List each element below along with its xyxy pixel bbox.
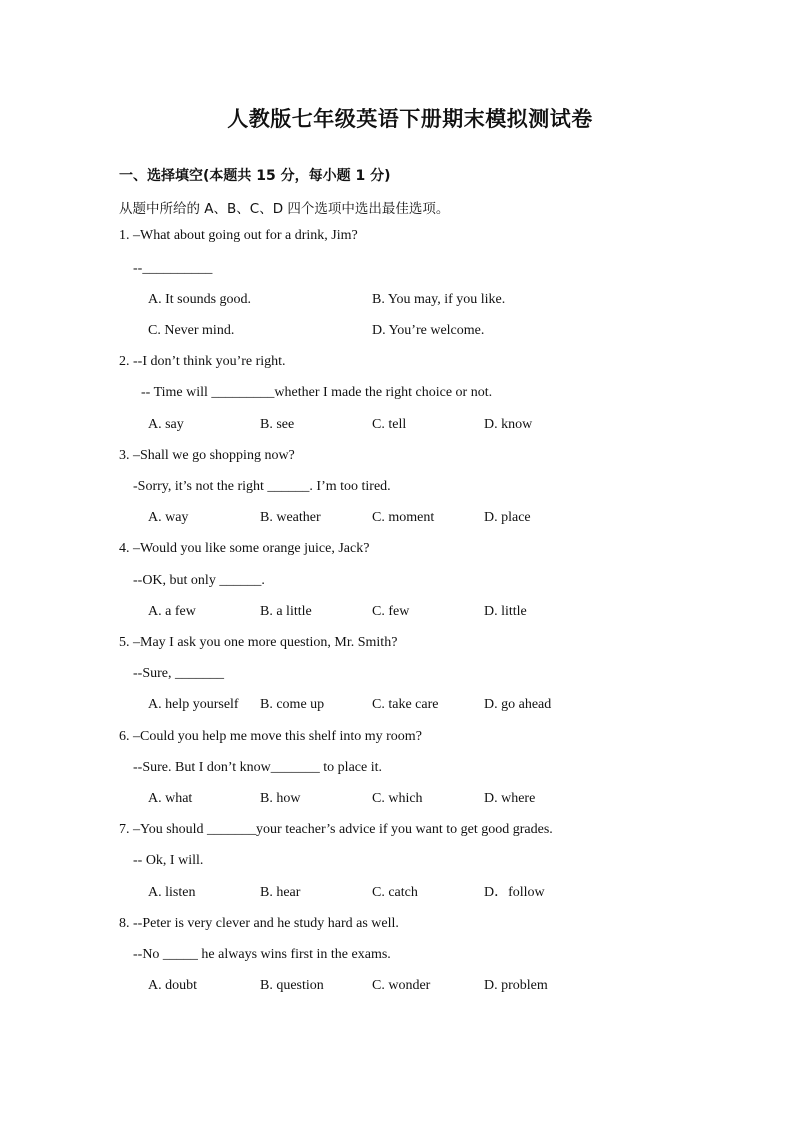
option-c: C. moment bbox=[372, 510, 435, 525]
option-b: B. come up bbox=[260, 697, 325, 712]
question-3-response: -Sorry, it’s not the right ______. I’m too tired. bbox=[133, 479, 391, 494]
option-b: B. hear bbox=[260, 885, 301, 900]
question-7-response: -- Ok, I will. bbox=[133, 853, 204, 868]
option-b: B. a little bbox=[260, 604, 312, 619]
option-a: A. It sounds good. bbox=[148, 292, 252, 307]
option-d: D. place bbox=[484, 510, 531, 525]
question-6-response: --Sure. But I don’t know_______ to place it. bbox=[133, 760, 382, 775]
question-1-response: --__________ bbox=[133, 261, 213, 276]
question-5-response: --Sure, _______ bbox=[133, 666, 224, 681]
option-b: B. question bbox=[260, 978, 324, 993]
section-heading: 一、选择填空(本题共 15 分，每小题 1 分) bbox=[119, 168, 391, 184]
question-4-stem: 4. –Would you like some orange juice, Jack? bbox=[119, 541, 370, 556]
option-d: D．follow bbox=[484, 885, 545, 900]
question-2-stem: 2. --I don’t think you’re right. bbox=[119, 354, 286, 369]
option-a: A. listen bbox=[148, 885, 196, 900]
option-c: C. which bbox=[372, 791, 423, 806]
question-8-response: --No _____ he always wins first in the exams. bbox=[133, 947, 391, 962]
question-3-stem: 3. –Shall we go shopping now? bbox=[119, 448, 295, 463]
question-8-stem: 8. --Peter is very clever and he study hard as well. bbox=[119, 916, 399, 931]
option-b: B. You may, if you like. bbox=[372, 292, 506, 307]
question-1-stem: 1. –What about going out for a drink, Jim? bbox=[119, 228, 358, 243]
question-2-response: -- Time will _________whether I made the right choice or not. bbox=[141, 385, 493, 400]
option-b: B. how bbox=[260, 791, 301, 806]
option-d: D. go ahead bbox=[484, 697, 552, 712]
section-instruction: 从题中所给的 A、B、C、D 四个选项中选出最佳选项。 bbox=[119, 201, 450, 217]
question-4-response: --OK, but only ______. bbox=[133, 573, 265, 588]
option-c: C. catch bbox=[372, 885, 418, 900]
option-c: C. few bbox=[372, 604, 410, 619]
question-5-stem: 5. –May I ask you one more question, Mr. Smith? bbox=[119, 635, 398, 650]
option-d: D. know bbox=[484, 417, 533, 432]
option-c: C. take care bbox=[372, 697, 439, 712]
option-b: B. see bbox=[260, 417, 295, 432]
option-a: A. say bbox=[148, 417, 184, 432]
question-7-stem: 7. –You should _______your teacher’s advice if you want to get good grades. bbox=[119, 822, 553, 837]
option-c: C. wonder bbox=[372, 978, 431, 993]
option-d: D. where bbox=[484, 791, 536, 806]
option-a: A. way bbox=[148, 510, 189, 525]
option-d: D. problem bbox=[484, 978, 548, 993]
option-d: D. You’re welcome. bbox=[372, 323, 485, 338]
option-c: C. tell bbox=[372, 417, 407, 432]
option-a: A. doubt bbox=[148, 978, 197, 993]
option-a: A. a few bbox=[148, 604, 196, 619]
question-6-stem: 6. –Could you help me move this shelf into my room? bbox=[119, 729, 422, 744]
option-a: A. what bbox=[148, 791, 193, 806]
option-c: C. Never mind. bbox=[148, 323, 235, 338]
option-a: A. help yourself bbox=[148, 697, 239, 712]
page-title: 人教版七年级英语下册期末模拟测试卷 bbox=[227, 107, 593, 131]
option-b: B. weather bbox=[260, 510, 321, 525]
option-d: D. little bbox=[484, 604, 527, 619]
